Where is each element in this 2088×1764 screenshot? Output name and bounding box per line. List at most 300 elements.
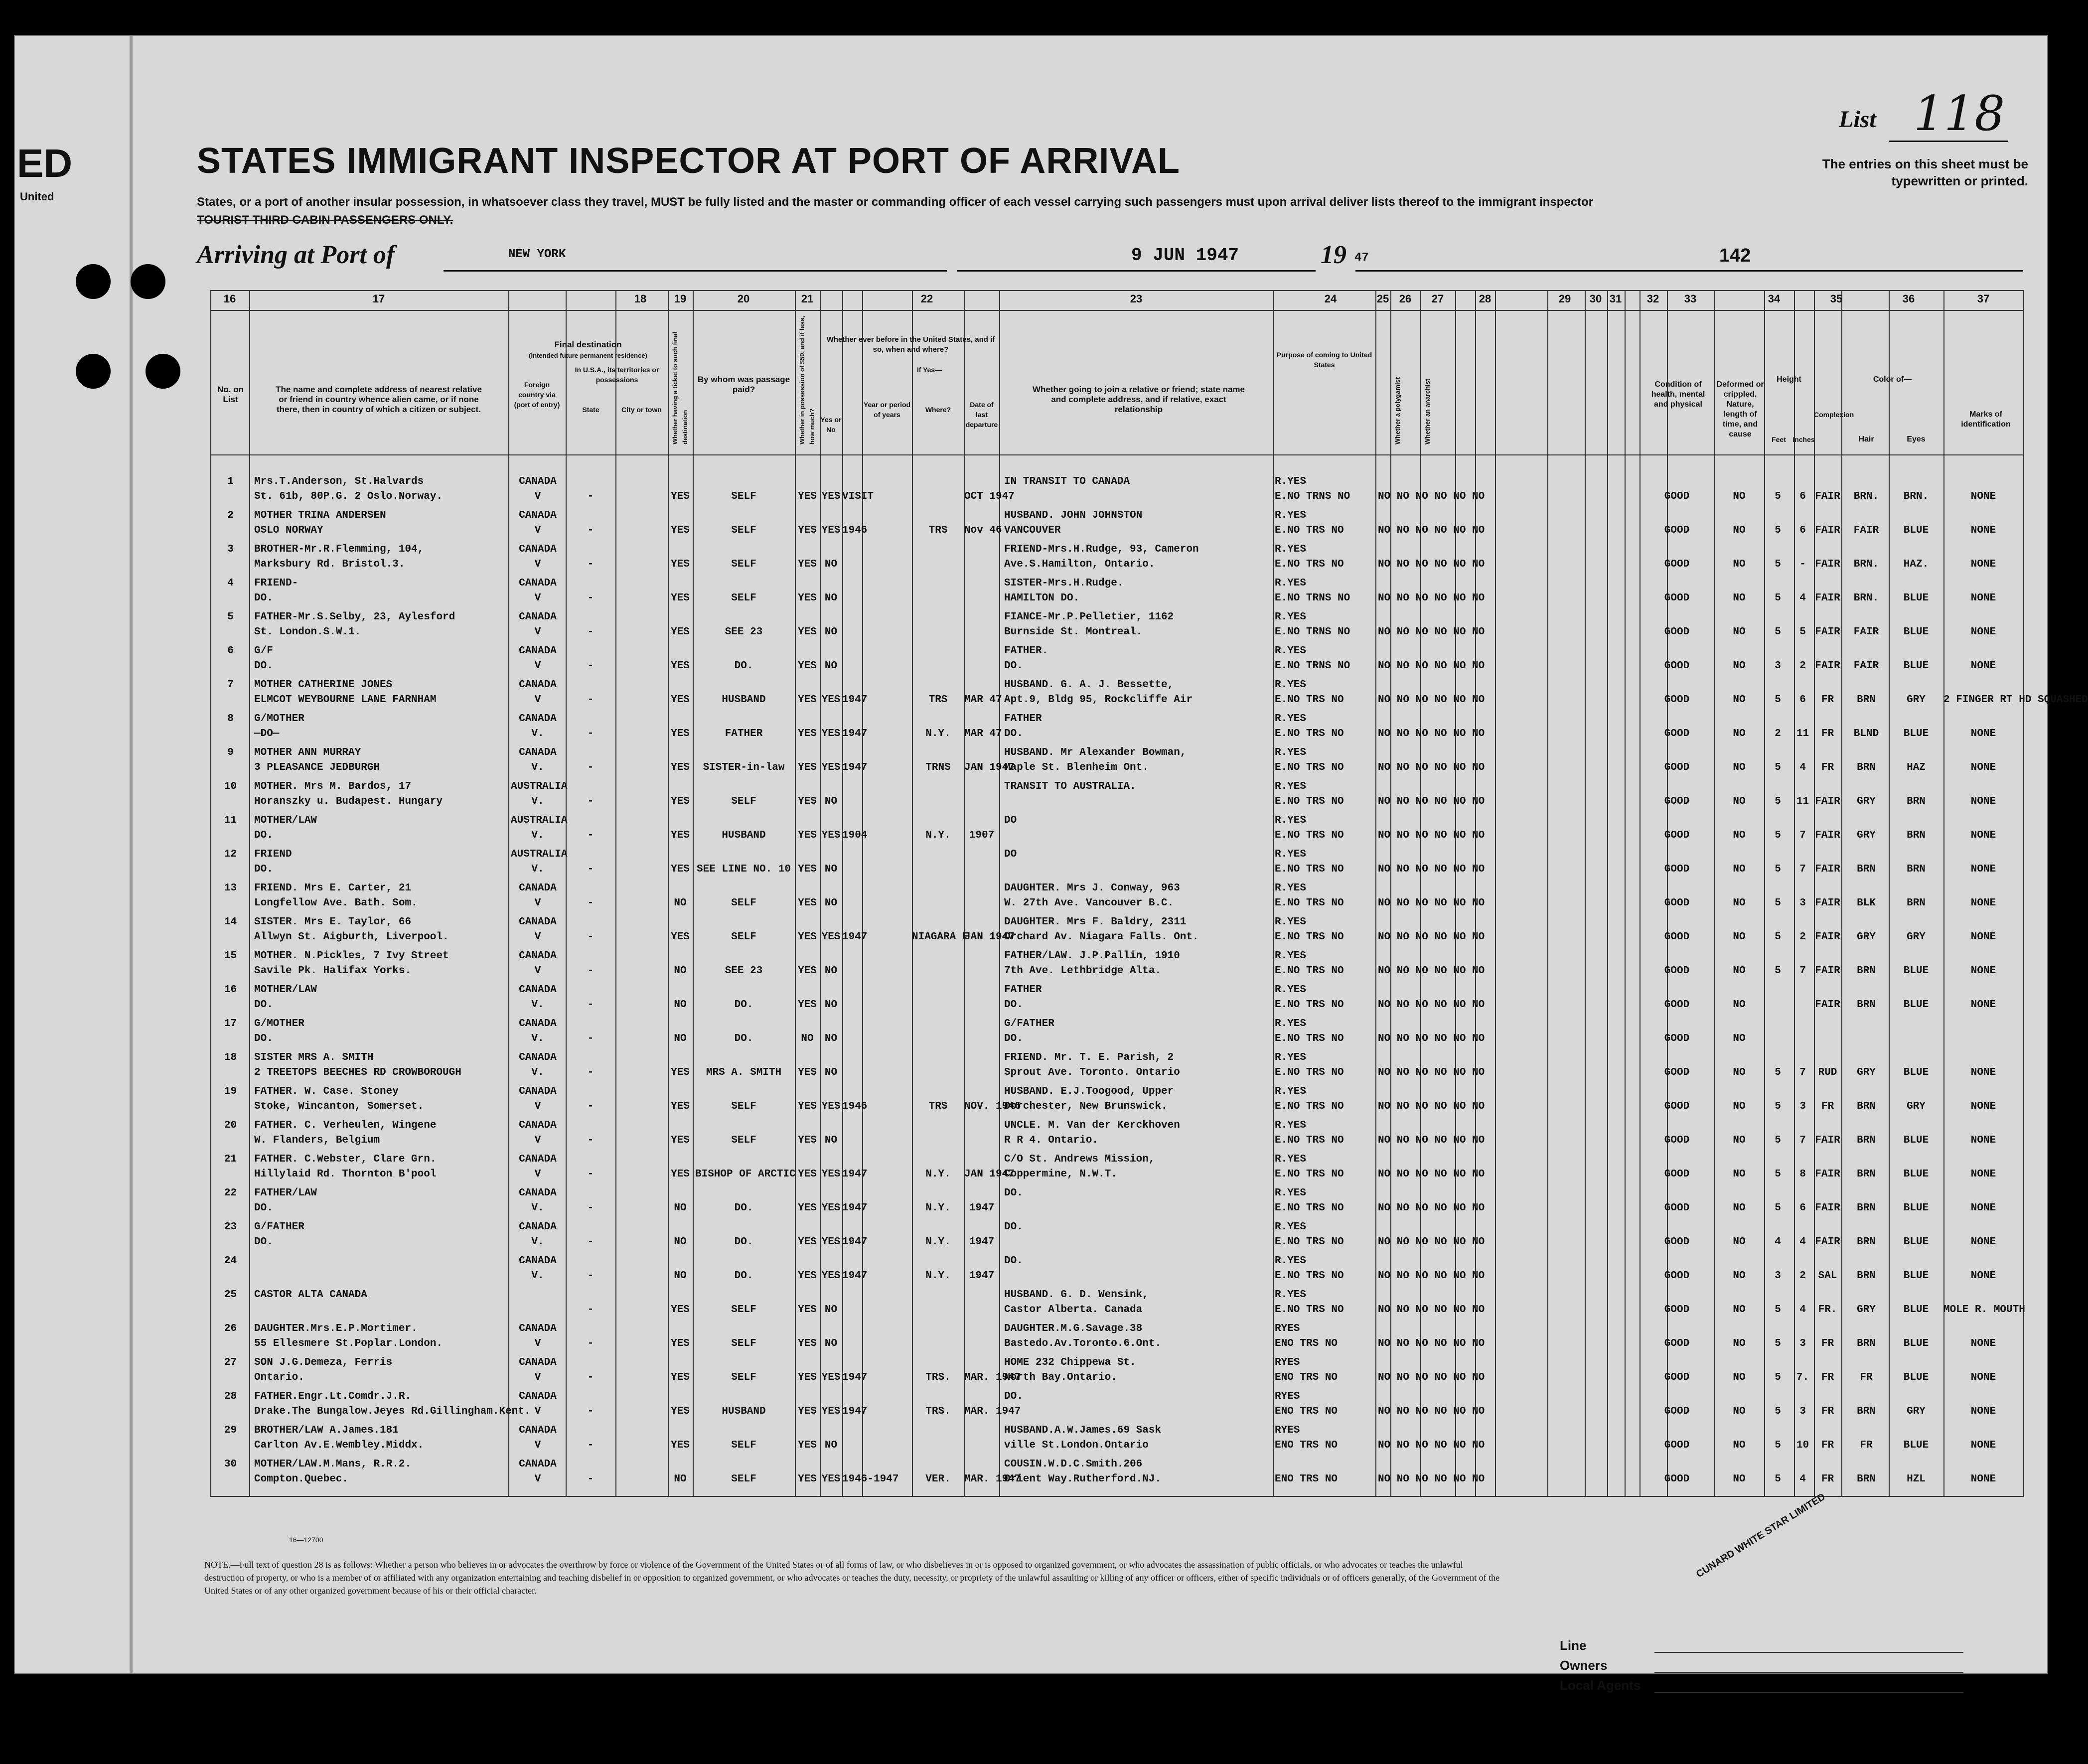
purpose-line-2: E.NO TRS NO xyxy=(1275,931,1344,943)
port-line xyxy=(444,270,947,272)
height-inches: 3 xyxy=(1799,1338,1806,1349)
destination-country: CANADA xyxy=(519,679,557,691)
questions-values: NO NO NO NO NO NO xyxy=(1378,897,1485,909)
row-number: 18 xyxy=(224,1052,237,1063)
sheet-line xyxy=(1355,270,2023,272)
header-eyes: Eyes xyxy=(1907,435,1926,443)
destination-via: V. xyxy=(531,796,544,807)
relative-line-2: DO. xyxy=(254,1202,273,1214)
eye-color: BLUE xyxy=(1903,1236,1929,1248)
relative-line-1: MOTHER ANN MURRAY xyxy=(254,747,361,758)
joining-line-1: FRIEND. Mr. T. E. Parish, 2 xyxy=(1004,1052,1174,1063)
joining-line-1: HUSBAND. E.J.Toogood, Upper xyxy=(1004,1086,1174,1097)
destination-state: - xyxy=(587,626,594,638)
last-departure: MAR 47 xyxy=(964,694,1002,706)
money-value: YES xyxy=(798,694,817,706)
identification-marks: NONE xyxy=(1970,559,1996,570)
relative-line-2: DO. xyxy=(254,1033,273,1044)
height-feet: 5 xyxy=(1775,1338,1781,1349)
ticket-value: YES xyxy=(671,694,690,706)
purpose-line-1: R.YES xyxy=(1275,781,1307,792)
row-number: 21 xyxy=(224,1154,237,1165)
row-number: 25 xyxy=(224,1289,237,1301)
purpose-line-1: R.YES xyxy=(1275,679,1307,691)
left-fragment-text: ED xyxy=(17,141,73,185)
height-inches: 8 xyxy=(1799,1169,1806,1180)
before-year: 1904 xyxy=(842,830,868,841)
header-color-of: Color of— xyxy=(1873,375,1912,384)
destination-state: - xyxy=(587,728,594,739)
money-value: YES xyxy=(798,1473,817,1485)
been-before: YES xyxy=(821,1372,841,1383)
table-row xyxy=(15,508,2048,541)
arrival-date: 9 JUN 1947 xyxy=(1131,245,1239,266)
table-row xyxy=(15,1186,2048,1219)
eye-color: BLUE xyxy=(1903,1135,1929,1146)
passage-paid-by: SISTER-in-law xyxy=(703,762,785,773)
complexion: FAIR xyxy=(1815,491,1840,502)
complexion: FAIR xyxy=(1815,1236,1840,1248)
deformed-value: NO xyxy=(1733,1473,1746,1485)
destination-country: CANADA xyxy=(519,1221,557,1233)
deformed-value: NO xyxy=(1733,1169,1746,1180)
column-number: 33 xyxy=(1684,293,1697,305)
questions-values: NO NO NO NO NO NO xyxy=(1378,728,1485,739)
joining-line-2: Castor Alberta. Canada xyxy=(1004,1304,1143,1316)
relative-line-2: 55 Ellesmere St.Poplar.London. xyxy=(254,1338,443,1349)
eye-color: BLUE xyxy=(1903,1440,1929,1451)
table-row xyxy=(15,1355,2048,1388)
table-row xyxy=(15,1084,2048,1117)
joining-line-1: COUSIN.W.D.C.Smith.206 xyxy=(1004,1459,1143,1470)
eye-color: HZL xyxy=(1907,1473,1926,1485)
before-where: N.Y. xyxy=(925,1169,951,1180)
destination-state: - xyxy=(587,830,594,841)
punch-hole xyxy=(146,354,180,389)
ticket-value: YES xyxy=(671,660,690,672)
health-condition: GOOD xyxy=(1664,1135,1690,1146)
last-departure: MAR. 1947 xyxy=(964,1473,1021,1485)
table-row xyxy=(15,949,2048,982)
passage-paid-by: DO. xyxy=(734,1270,753,1282)
column-number: 36 xyxy=(1902,293,1915,305)
table-row xyxy=(15,610,2048,643)
been-before: NO xyxy=(824,864,838,875)
purpose-line-1: R.YES xyxy=(1275,984,1307,996)
table-row xyxy=(15,644,2048,677)
been-before: NO xyxy=(824,592,838,604)
relative-line-2: Drake.The Bungalow.Jeyes Rd.Gillingham.Kent. xyxy=(254,1406,531,1417)
height-feet: 5 xyxy=(1775,1372,1781,1383)
eye-color: BLUE xyxy=(1903,1202,1929,1214)
money-value: YES xyxy=(798,1202,817,1214)
passage-paid-by: SELF xyxy=(731,1372,756,1383)
deformed-value: NO xyxy=(1733,728,1746,739)
been-before: YES xyxy=(821,1236,841,1248)
questions-values: NO NO NO NO NO NO xyxy=(1378,1304,1485,1316)
destination-state: - xyxy=(587,1169,594,1180)
height-inches: 7. xyxy=(1796,1372,1809,1383)
joining-line-2: Ave.S.Hamilton, Ontario. xyxy=(1004,559,1155,570)
row-number: 22 xyxy=(224,1187,237,1199)
height-inches: 7 xyxy=(1799,1135,1806,1146)
deformed-value: NO xyxy=(1733,1304,1746,1316)
identification-marks: NONE xyxy=(1970,1440,1996,1451)
purpose-line-2: E.NO TRS NO xyxy=(1275,965,1344,977)
been-before: YES xyxy=(821,491,841,502)
passage-paid-by: SELF xyxy=(731,1135,756,1146)
row-number: 8 xyxy=(227,713,234,725)
ticket-value: NO xyxy=(674,1473,687,1485)
eye-color: BLUE xyxy=(1903,626,1929,638)
identification-marks: NONE xyxy=(1970,999,1996,1011)
money-value: YES xyxy=(798,559,817,570)
table-row xyxy=(15,813,2048,846)
destination-via: V. xyxy=(531,762,544,773)
destination-country: CANADA xyxy=(519,544,557,555)
row-number: 14 xyxy=(224,916,237,928)
joining-line-1: HOME 232 Chippewa St. xyxy=(1004,1357,1136,1368)
last-departure: JAN 1947 xyxy=(964,931,1015,943)
ticket-value: YES xyxy=(671,1101,690,1112)
eye-color: BRN xyxy=(1907,864,1926,875)
health-condition: GOOD xyxy=(1664,999,1690,1011)
identification-marks: NONE xyxy=(1970,1473,1996,1485)
eye-color: BLUE xyxy=(1903,965,1929,977)
header-last-departure: Date of last departure xyxy=(965,401,998,429)
money-value: YES xyxy=(798,1338,817,1349)
ticket-value: YES xyxy=(671,796,690,807)
row-number: 3 xyxy=(227,544,234,555)
money-value: YES xyxy=(798,897,817,909)
questions-values: NO NO NO NO NO NO xyxy=(1378,1406,1485,1417)
joining-line-1: UNCLE. M. Van der Kerckhoven xyxy=(1004,1120,1180,1131)
column-number: 24 xyxy=(1324,293,1337,305)
height-inches: 6 xyxy=(1799,1202,1806,1214)
page-title: STATES IMMIGRANT INSPECTOR AT PORT OF ARRIVAL xyxy=(197,141,1180,181)
joining-line-2: Burnside St. Montreal. xyxy=(1004,626,1143,638)
ticket-value: NO xyxy=(674,965,687,977)
deformed-value: NO xyxy=(1733,660,1746,672)
before-where: TRNS xyxy=(925,762,951,773)
row-number: 1 xyxy=(227,476,234,487)
joining-line-1: HUSBAND. Mr Alexander Bowman, xyxy=(1004,747,1187,758)
row-number: 4 xyxy=(227,578,234,589)
purpose-line-2: E.NO TRS NO xyxy=(1275,864,1344,875)
passage-paid-by: SELF xyxy=(731,592,756,604)
health-condition: GOOD xyxy=(1664,559,1690,570)
last-departure: 1907 xyxy=(969,830,995,841)
table-row xyxy=(15,1423,2048,1456)
identification-marks: NONE xyxy=(1970,796,1996,807)
health-condition: GOOD xyxy=(1664,796,1690,807)
passage-paid-by: DO. xyxy=(734,999,753,1011)
destination-via: V. xyxy=(531,728,544,739)
height-inches: 11 xyxy=(1796,728,1809,739)
purpose-line-2: E.NO TRS NO xyxy=(1275,830,1344,841)
deformed-value: NO xyxy=(1733,1101,1746,1112)
passage-paid-by: SELF xyxy=(731,559,756,570)
header-final-destination-sub: (Intended future permanent residence) xyxy=(529,352,647,359)
destination-country: CANADA xyxy=(519,1459,557,1470)
height-inches: 6 xyxy=(1799,525,1806,536)
before-year: 1946 xyxy=(842,525,868,536)
height-inches: 5 xyxy=(1799,626,1806,638)
complexion: FR xyxy=(1821,1440,1834,1451)
row-number: 23 xyxy=(224,1221,237,1233)
relative-line-1: MOTHER. Mrs M. Bardos, 17 xyxy=(254,781,412,792)
joining-line-1: DAUGHTER. Mrs F. Baldry, 2311 xyxy=(1004,916,1187,928)
header-state: State xyxy=(582,406,599,414)
joining-line-2: Orchard Av. Niagara Falls. Ont. xyxy=(1004,931,1199,943)
header-fifty-dollars: Whether in possession of $50, and if less, how much? xyxy=(798,316,816,444)
complexion: FR xyxy=(1821,1338,1834,1349)
destination-country: CANADA xyxy=(519,950,557,962)
ticket-value: YES xyxy=(671,559,690,570)
complexion: FR xyxy=(1821,1372,1834,1383)
joining-line-2: DO. xyxy=(1004,660,1023,672)
relative-line-1: FRIEND- xyxy=(254,578,298,589)
destination-country: CANADA xyxy=(519,747,557,758)
ticket-value: YES xyxy=(671,626,690,638)
relative-line-1: Mrs.T.Anderson, St.Halvards xyxy=(254,476,424,487)
header-city: City or town xyxy=(621,406,662,414)
questions-values: NO NO NO NO NO NO xyxy=(1378,559,1485,570)
deformed-value: NO xyxy=(1733,897,1746,909)
row-number: 20 xyxy=(224,1120,237,1131)
joining-line-1: DO. xyxy=(1004,1255,1023,1267)
header-health: Condition of health, mental and physical xyxy=(1651,380,1705,409)
height-feet: 5 xyxy=(1775,762,1781,773)
column-number: 31 xyxy=(1609,293,1622,305)
purpose-line-2: E.NO TRS NO xyxy=(1275,1067,1344,1078)
deformed-value: NO xyxy=(1733,1067,1746,1078)
joining-line-1: FATHER/LAW. J.P.Pallin, 1910 xyxy=(1004,950,1180,962)
questions-values: NO NO NO NO NO NO xyxy=(1378,999,1485,1011)
joining-line-1: TRANSIT TO AUSTRALIA. xyxy=(1004,781,1136,792)
height-feet: 3 xyxy=(1775,1270,1781,1282)
purpose-line-1: RYES xyxy=(1275,1323,1300,1334)
eye-color: BLUE xyxy=(1903,1372,1929,1383)
joining-line-1: DO xyxy=(1004,849,1017,860)
been-before: YES xyxy=(821,1473,841,1485)
relative-line-1: DAUGHTER.Mrs.E.P.Mortimer. xyxy=(254,1323,418,1334)
deformed-value: NO xyxy=(1733,694,1746,706)
destination-country: CANADA xyxy=(519,1120,557,1131)
column-number: 35 xyxy=(1830,293,1843,305)
ticket-value: YES xyxy=(671,1135,690,1146)
questions-values: NO NO NO NO NO NO xyxy=(1378,864,1485,875)
deformed-value: NO xyxy=(1733,1440,1746,1451)
identification-marks: NONE xyxy=(1970,728,1996,739)
purpose-line-2: ENO TRS NO xyxy=(1275,1440,1338,1451)
been-before: YES xyxy=(821,1169,841,1180)
relative-line-1: FATHER.Engr.Lt.Comdr.J.R. xyxy=(254,1391,412,1402)
height-inches: 7 xyxy=(1799,965,1806,977)
destination-via: V xyxy=(534,965,541,977)
ticket-value: YES xyxy=(671,1440,690,1451)
deformed-value: NO xyxy=(1733,1033,1746,1044)
relative-line-1: FRIEND. Mrs E. Carter, 21 xyxy=(254,882,412,894)
destination-country: CANADA xyxy=(519,1323,557,1334)
height-feet: 5 xyxy=(1775,864,1781,875)
destination-state: - xyxy=(587,694,594,706)
destination-state: - xyxy=(587,1033,594,1044)
row-number: 6 xyxy=(227,645,234,657)
relative-line-2: Allwyn St. Aigburth, Liverpool. xyxy=(254,931,449,943)
money-value: YES xyxy=(798,525,817,536)
destination-country: CANADA xyxy=(519,476,557,487)
row-number: 30 xyxy=(224,1459,237,1470)
been-before: YES xyxy=(821,830,841,841)
height-inches: 6 xyxy=(1799,491,1806,502)
height-inches: 4 xyxy=(1799,1304,1806,1316)
been-before: NO xyxy=(824,1135,838,1146)
destination-via: V xyxy=(534,1473,541,1485)
questions-values: NO NO NO NO NO NO xyxy=(1378,762,1485,773)
joining-line-2: DO. xyxy=(1004,728,1023,739)
before-where: N.Y. xyxy=(925,728,951,739)
header-deformed: Deformed or crippled. Nature, length of time, and cause xyxy=(1716,380,1764,439)
column-number: 21 xyxy=(801,293,814,305)
destination-via: V xyxy=(534,897,541,909)
passage-paid-by: FATHER xyxy=(725,728,763,739)
deformed-value: NO xyxy=(1733,559,1746,570)
punch-hole xyxy=(76,264,111,299)
ticket-value: YES xyxy=(671,592,690,604)
destination-state: - xyxy=(587,1473,594,1485)
identification-marks: NONE xyxy=(1970,626,1996,638)
height-inches: 7 xyxy=(1799,830,1806,841)
height-feet: 5 xyxy=(1775,965,1781,977)
row-number: 19 xyxy=(224,1086,237,1097)
column-number: 32 xyxy=(1646,293,1659,305)
destination-via: V xyxy=(534,559,541,570)
money-value: YES xyxy=(798,965,817,977)
manifest-sheet xyxy=(14,35,2088,1693)
health-condition: GOOD xyxy=(1664,525,1690,536)
table-row xyxy=(15,1389,2048,1422)
deformed-value: NO xyxy=(1733,1338,1746,1349)
last-departure: JAN 1947 xyxy=(964,762,1015,773)
column-number: 20 xyxy=(737,293,750,305)
joining-line-2: Bastedo.Av.Toronto.6.Ont. xyxy=(1004,1338,1162,1349)
year-prefix: 19 xyxy=(1321,241,1346,269)
row-number: 2 xyxy=(227,510,234,521)
destination-country: CANADA xyxy=(519,578,557,589)
hair-color: BRN xyxy=(1857,1135,1876,1146)
header-polygamist: Whether a polygamist xyxy=(1394,377,1401,444)
health-condition: GOOD xyxy=(1664,694,1690,706)
joining-line-2: DO. xyxy=(1004,999,1023,1011)
complexion: FR xyxy=(1821,1473,1834,1485)
complexion: FR xyxy=(1821,1406,1834,1417)
purpose-line-2: ENO TRS NO xyxy=(1275,1473,1338,1485)
passage-paid-by: DO. xyxy=(734,660,753,672)
destination-state: - xyxy=(587,999,594,1011)
purpose-line-1: R.YES xyxy=(1275,476,1307,487)
joining-line-1: HUSBAND. JOHN JOHNSTON xyxy=(1004,510,1143,521)
health-condition: GOOD xyxy=(1664,1236,1690,1248)
header-purpose: Purpose of coming to United States xyxy=(1276,351,1372,369)
form-code: 16—12700 xyxy=(289,1536,323,1544)
height-inches: 4 xyxy=(1799,592,1806,604)
table-row xyxy=(15,1254,2048,1287)
relative-line-2: DO. xyxy=(254,1236,273,1248)
questions-values: NO NO NO NO NO NO xyxy=(1378,1101,1485,1112)
height-inches: 7 xyxy=(1799,864,1806,875)
row-number: 29 xyxy=(224,1425,237,1436)
height-inches: 11 xyxy=(1796,796,1809,807)
purpose-line-2: E.NO TRS NO xyxy=(1275,796,1344,807)
joining-line-2: W. 27th Ave. Vancouver B.C. xyxy=(1004,897,1174,909)
relative-line-1: FATHER. C. Verheulen, Wingene xyxy=(254,1120,437,1131)
purpose-line-1: RYES xyxy=(1275,1391,1300,1402)
header-anarchist: Whether an anarchist xyxy=(1424,378,1431,444)
ticket-value: YES xyxy=(671,525,690,536)
joining-line-2: North Bay.Ontario. xyxy=(1004,1372,1117,1383)
destination-country: CANADA xyxy=(519,510,557,521)
header-feet: Feet xyxy=(1772,436,1786,443)
purpose-line-2: E.NO TRNS NO xyxy=(1275,491,1350,502)
height-inches: 7 xyxy=(1799,1067,1806,1078)
destination-via: V xyxy=(534,660,541,672)
complexion: FAIR xyxy=(1815,559,1840,570)
row-number: 27 xyxy=(224,1357,237,1368)
deformed-value: NO xyxy=(1733,762,1746,773)
complexion: FR xyxy=(1821,1101,1834,1112)
height-inches: 6 xyxy=(1799,694,1806,706)
identification-marks: NONE xyxy=(1970,1169,1996,1180)
last-departure: Nov 46 xyxy=(964,525,1002,536)
health-condition: GOOD xyxy=(1664,1033,1690,1044)
column-number: 27 xyxy=(1431,293,1444,305)
joining-line-2: Maple St. Blenheim Ont. xyxy=(1004,762,1149,773)
complexion: FAIR xyxy=(1815,897,1840,909)
purpose-line-2: E.NO TRS NO xyxy=(1275,1135,1344,1146)
deformed-value: NO xyxy=(1733,830,1746,841)
deformed-value: NO xyxy=(1733,1372,1746,1383)
destination-country: CANADA xyxy=(519,984,557,996)
row-rule xyxy=(210,290,2024,291)
relative-line-1: MOTHER/LAW.M.Mans, R.R.2. xyxy=(254,1459,412,1470)
money-value: YES xyxy=(798,796,817,807)
destination-state: - xyxy=(587,491,594,502)
passage-paid-by: SELF xyxy=(731,796,756,807)
header-ticket: Whether having a ticket to such final destination xyxy=(671,331,689,444)
identification-marks: NONE xyxy=(1970,592,1996,604)
been-before: NO xyxy=(824,1033,838,1044)
list-number: 118 xyxy=(1914,86,2005,142)
questions-values: NO NO NO NO NO NO xyxy=(1378,491,1485,502)
complexion: FAIR xyxy=(1815,626,1840,638)
relative-line-2: DO. xyxy=(254,660,273,672)
eye-color: BLUE xyxy=(1903,1270,1929,1282)
table-row xyxy=(15,983,2048,1016)
destination-state: - xyxy=(587,525,594,536)
before-year: VISIT xyxy=(842,491,874,502)
column-number: 26 xyxy=(1399,293,1412,305)
table-row xyxy=(15,881,2048,914)
relative-line-1: SON J.G.Demeza, Ferris xyxy=(254,1357,393,1368)
passage-paid-by: DO. xyxy=(734,1236,753,1248)
relative-line-2: —DO— xyxy=(254,728,280,739)
row-number: 9 xyxy=(227,747,234,758)
money-value: YES xyxy=(798,1270,817,1282)
purpose-line-2: E.NO TRS NO xyxy=(1275,1202,1344,1214)
hair-color: FAIR xyxy=(1853,525,1879,536)
identification-marks: NONE xyxy=(1970,762,1996,773)
